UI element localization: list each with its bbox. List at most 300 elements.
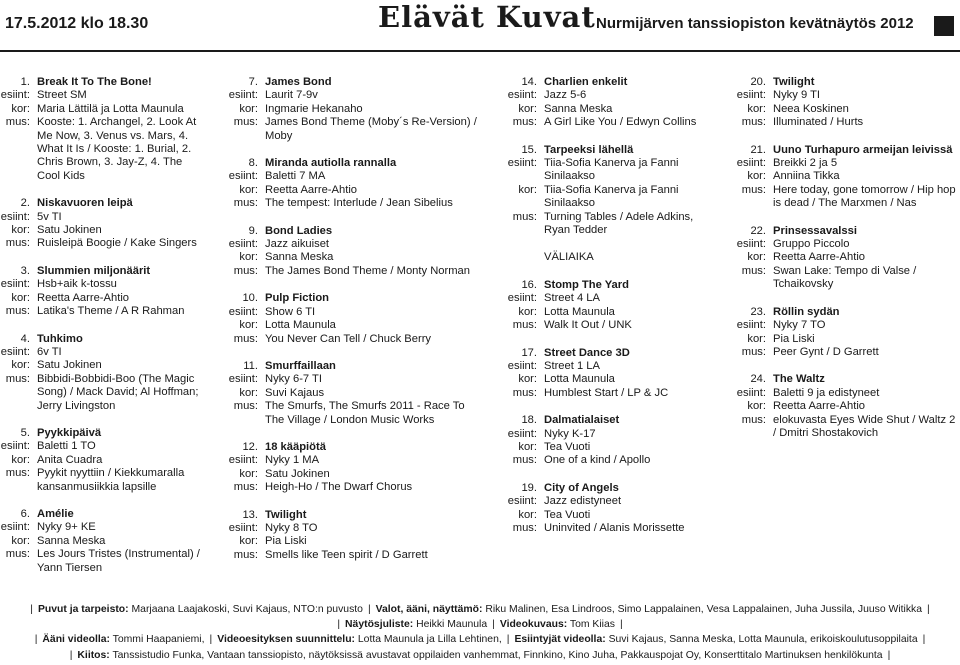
detail-value: Nyky K-17 xyxy=(544,427,596,440)
detail-value: Swan Lake: Tempo di Valse / Tchaikovsky xyxy=(773,264,917,291)
detail-label: mus: xyxy=(512,319,537,332)
detail-value: A Girl Like You / Edwyn Collins xyxy=(544,116,697,129)
credit-value: Marjaana Laajakoski, Suvi Kajaus, NTO:n puvusto xyxy=(131,604,363,615)
detail-value: Lotta Maunula xyxy=(265,319,336,332)
detail-label: esiint: xyxy=(507,292,537,305)
credit-label: Ääni videolla: xyxy=(42,634,110,646)
detail-label: mus: xyxy=(5,548,30,561)
entry-heading xyxy=(221,360,483,373)
entry-title: Slummien miljonäärit xyxy=(37,264,151,277)
detail-label: mus: xyxy=(233,264,258,277)
program-entry xyxy=(497,279,715,333)
entry-detail-row xyxy=(727,184,960,211)
detail-value: Pia Liski xyxy=(773,332,815,345)
entry-detail-row xyxy=(221,306,483,319)
detail-value: Lotta Maunula xyxy=(544,373,615,386)
entry-number: 17. xyxy=(521,346,537,359)
entry-title: Twilight xyxy=(773,76,815,88)
intermission-note xyxy=(497,251,715,264)
entry-number: 18. xyxy=(521,414,537,427)
program-entry xyxy=(221,225,483,279)
detail-value: Hsb+aik k-tossu xyxy=(37,278,117,291)
entry-number: 1. xyxy=(20,76,30,88)
entry-detail-row xyxy=(0,359,205,372)
detail-label: kor: xyxy=(239,183,258,196)
detail-label: mus: xyxy=(233,400,258,413)
detail-label: mus: xyxy=(512,116,537,129)
entry-title: Bond Ladies xyxy=(265,224,333,237)
detail-label: mus: xyxy=(5,237,30,250)
entry-title: Twilight xyxy=(265,508,307,521)
detail-value: elokuvasta Eyes Wide Shut / Waltz 2 / Dmitri Shostakovich xyxy=(773,413,956,439)
intermission-spacer xyxy=(497,251,544,264)
detail-value: Uninvited / Alanis Morissette xyxy=(544,521,685,534)
entry-detail-row xyxy=(727,265,960,292)
corner-square-icon xyxy=(934,16,954,36)
entry-number: 8. xyxy=(248,157,258,170)
entry-detail-row xyxy=(727,414,960,441)
detail-label: kor: xyxy=(11,102,30,115)
entry-detail-row xyxy=(497,89,715,102)
credit-value: Riku Malinen, Esa Lindroos, Simo Lappalainen, Vesa Lappalainen, Juha Jussila, Juuso Witikka xyxy=(485,604,923,615)
detail-label: mus: xyxy=(5,467,30,480)
entry-title: Dalmatialaiset xyxy=(544,414,620,427)
entry-title: Röllin sydän xyxy=(773,305,840,318)
detail-label: mus: xyxy=(741,264,766,277)
entry-title: Amélie xyxy=(37,507,74,520)
detail-label: esiint: xyxy=(228,170,258,183)
detail-value: Illuminated / Hurts xyxy=(773,116,864,129)
credits-separator: | xyxy=(922,634,926,646)
entry-detail-row xyxy=(221,373,483,386)
entry-detail-row xyxy=(0,305,205,318)
detail-label: esiint: xyxy=(736,157,766,170)
entry-heading xyxy=(221,76,483,89)
detail-value: 5v TI xyxy=(37,210,62,223)
entry-title: Miranda autiolla rannalla xyxy=(265,157,397,170)
program-entry xyxy=(727,76,960,130)
detail-label: esiint: xyxy=(507,89,537,102)
entry-detail-row xyxy=(221,522,483,535)
entry-title: Charlien enkelit xyxy=(544,76,628,88)
entry-title: Pulp Fiction xyxy=(265,292,330,305)
program-entry xyxy=(497,76,715,130)
entry-detail-row xyxy=(221,535,483,548)
credit-value: Heikki Maunula xyxy=(416,619,488,631)
detail-value: Reetta Aarre-Ahtio xyxy=(773,251,866,264)
entry-heading xyxy=(221,225,483,238)
detail-value: Here today, gone tomorrow / Hip hop is dead / The Marxmen / Nas xyxy=(773,183,956,210)
entry-number: 9. xyxy=(248,224,258,237)
detail-label: mus: xyxy=(233,116,258,129)
detail-label: esiint: xyxy=(228,305,258,318)
credit-value: Tom Kiias xyxy=(569,619,615,631)
entry-detail-row xyxy=(497,319,715,332)
program-entry xyxy=(221,509,483,563)
detail-value: Sanna Meska xyxy=(265,251,334,264)
detail-value: Latika's Theme / A R Rahman xyxy=(37,305,185,318)
program-entry xyxy=(221,157,483,211)
entry-detail-row xyxy=(727,157,960,170)
detail-label: kor: xyxy=(239,467,258,480)
detail-label: esiint: xyxy=(0,89,30,102)
detail-label: kor: xyxy=(518,440,537,453)
detail-value: Jazz aikuiset xyxy=(265,238,330,251)
entry-detail-row xyxy=(497,387,715,400)
entry-detail-row xyxy=(497,292,715,305)
entry-title: Street Dance 3D xyxy=(544,346,630,359)
detail-value: Satu Jokinen xyxy=(265,467,330,480)
program-entry xyxy=(727,306,960,360)
credit-label: Kiitos: xyxy=(77,649,110,661)
entry-detail-row xyxy=(497,454,715,467)
entry-detail-row xyxy=(727,319,960,332)
entry-detail-row xyxy=(497,441,715,454)
detail-value: Reetta Aarre-Ahtio xyxy=(265,183,358,196)
detail-label: esiint: xyxy=(736,319,766,332)
page-subtitle: Nurmijärven tanssiopiston kevätnäytös 2012 xyxy=(596,15,914,32)
entry-detail-row xyxy=(221,89,483,102)
entry-number: 15. xyxy=(521,143,537,156)
detail-label: esiint: xyxy=(0,345,30,358)
detail-label: mus: xyxy=(512,210,537,223)
detail-value: Ingmarie Hekanaho xyxy=(265,102,363,115)
detail-label: mus: xyxy=(5,305,30,318)
credits-row xyxy=(0,602,960,617)
credit-value: Tanssistudio Funka, Vantaan tanssiopisto, näytöksissä avustavat oppilaiden vanhemmat, Finnkino, Kino Juha, Pakkauspojat Oy, Konserttitalo Martinuksen henkilökunta xyxy=(112,649,883,661)
program-entry xyxy=(0,427,205,494)
detail-value: Tiia-Sofia Kanerva ja Fanni Sinilaakso xyxy=(544,157,679,183)
entry-detail-row xyxy=(497,495,715,508)
entry-number: 5. xyxy=(20,426,30,439)
entry-detail-row xyxy=(497,103,715,116)
detail-value: Peer Gynt / D Garrett xyxy=(773,345,879,358)
entry-detail-row xyxy=(0,89,205,102)
detail-value: Street 4 LA xyxy=(544,292,600,305)
credits-separator: | xyxy=(887,649,891,661)
detail-value: Nyky 7 TO xyxy=(773,319,826,332)
credits-separator: | xyxy=(209,634,213,646)
program-entry xyxy=(0,508,205,575)
entry-detail-row xyxy=(0,454,205,467)
credit-label: Puvut ja tarpeisto: xyxy=(37,604,129,615)
entry-title: Stomp The Yard xyxy=(544,278,629,291)
entry-number: 3. xyxy=(20,264,30,277)
detail-label: mus: xyxy=(512,386,537,399)
detail-value: Street 1 LA xyxy=(544,359,600,372)
entry-detail-row xyxy=(497,373,715,386)
credits-row xyxy=(0,632,960,647)
detail-value: Baletti 9 ja edistyneet xyxy=(773,386,880,399)
entry-number: 6. xyxy=(20,507,30,520)
credits-separator: | xyxy=(367,604,371,615)
entry-heading xyxy=(727,373,960,386)
entry-detail-row xyxy=(221,170,483,183)
entry-detail-row xyxy=(727,346,960,359)
detail-label: kor: xyxy=(239,319,258,332)
detail-label: mus: xyxy=(741,413,766,426)
entry-title: Niskavuoren leipä xyxy=(37,197,133,210)
detail-value: Anita Cuadra xyxy=(37,453,103,466)
entry-heading xyxy=(727,144,960,157)
detail-label: esiint: xyxy=(736,238,766,251)
credits-separator: | xyxy=(927,604,930,615)
credits-separator: | xyxy=(34,634,38,646)
entry-detail-row xyxy=(727,116,960,129)
detail-label: kor: xyxy=(518,183,537,196)
program-entry xyxy=(497,414,715,468)
entry-detail-row xyxy=(0,116,205,183)
detail-value: Sanna Meska xyxy=(37,534,106,547)
entry-detail-row xyxy=(0,373,205,413)
entry-detail-row xyxy=(221,103,483,116)
detail-label: mus: xyxy=(5,116,30,129)
program-entry xyxy=(0,197,205,251)
entry-detail-row xyxy=(497,360,715,373)
entry-detail-row xyxy=(0,224,205,237)
detail-label: esiint: xyxy=(228,454,258,467)
entry-number: 13. xyxy=(242,508,258,521)
entry-title: Tuhkimo xyxy=(37,332,83,345)
detail-value: Tiia-Sofia Kanerva ja Fanni Sinilaakso xyxy=(544,183,679,210)
entry-heading xyxy=(497,347,715,360)
program-entry xyxy=(727,144,960,211)
detail-value: Gruppo Piccolo xyxy=(773,238,850,251)
entry-detail-row xyxy=(221,265,483,278)
entry-detail-row xyxy=(727,387,960,400)
detail-value: Maria Lättilä ja Lotta Maunula xyxy=(37,102,184,115)
credits-separator: | xyxy=(69,649,73,661)
detail-label: kor: xyxy=(11,359,30,372)
detail-label: kor: xyxy=(747,102,766,115)
detail-value: The James Bond Theme / Monty Norman xyxy=(265,264,470,277)
detail-label: kor: xyxy=(747,400,766,413)
event-date: 17.5.2012 klo 18.30 xyxy=(5,15,149,32)
entry-title: The Waltz xyxy=(773,373,825,386)
credit-label: Esiintyjät videolla: xyxy=(514,634,606,646)
entry-detail-row xyxy=(0,440,205,453)
entry-heading xyxy=(497,482,715,495)
entry-detail-row xyxy=(221,454,483,467)
entry-detail-row xyxy=(221,319,483,332)
detail-value: Humblest Start / LP & JC xyxy=(544,386,669,399)
detail-value: Walk It Out / UNK xyxy=(544,319,632,332)
entry-detail-row xyxy=(221,468,483,481)
entry-detail-row xyxy=(497,509,715,522)
detail-value: Suvi Kajaus xyxy=(265,386,325,399)
entry-number: 4. xyxy=(20,332,30,345)
entry-detail-row xyxy=(727,238,960,251)
detail-label: kor: xyxy=(747,251,766,264)
detail-label: mus: xyxy=(741,345,766,358)
detail-label: esiint: xyxy=(0,210,30,223)
detail-label: esiint: xyxy=(0,440,30,453)
detail-value: Baletti 7 MA xyxy=(265,170,326,183)
entry-detail-row xyxy=(0,211,205,224)
entry-detail-row xyxy=(0,535,205,548)
entry-detail-row xyxy=(497,211,715,238)
program-entry xyxy=(727,373,960,440)
detail-value: Baletti 1 TO xyxy=(37,440,96,453)
entry-detail-row xyxy=(497,522,715,535)
detail-value: Les Jours Tristes (Instrumental) / Yann Tiersen xyxy=(37,548,200,574)
entry-detail-row xyxy=(727,400,960,413)
detail-label: esiint: xyxy=(0,521,30,534)
program-entry xyxy=(0,76,205,183)
detail-label: esiint: xyxy=(736,89,766,102)
entry-heading xyxy=(221,441,483,454)
entry-detail-row xyxy=(727,333,960,346)
entry-title: Prinsessavalssi xyxy=(773,224,857,237)
detail-label: kor: xyxy=(11,453,30,466)
credit-value: Tommi Haapaniemi, xyxy=(112,634,205,646)
program-entry xyxy=(0,265,205,319)
detail-value: Pia Liski xyxy=(265,535,307,548)
entry-heading xyxy=(727,76,960,89)
entry-title: Break It To The Bone! xyxy=(37,76,152,88)
credit-value: Lotta Maunula ja Lilla Lehtinen, xyxy=(357,634,502,646)
detail-value: You Never Can Tell / Chuck Berry xyxy=(265,332,432,345)
detail-label: kor: xyxy=(518,508,537,521)
entry-heading xyxy=(221,157,483,170)
detail-value: Nyky 1 MA xyxy=(265,454,320,467)
detail-value: Tea Vuoti xyxy=(544,440,591,453)
program-entry xyxy=(221,441,483,495)
entry-title: City of Angels xyxy=(544,481,619,494)
detail-value: Kooste: 1. Archangel, 2. Look At Me Now, 3. Venus vs. Mars, 4. What It Is / Kooste: 1. Burial, 2. Chris Brown, 3. Jay-Z, 4. The Cool Kids xyxy=(37,116,197,182)
detail-value: One of a kind / Apollo xyxy=(544,454,651,467)
entry-detail-row xyxy=(221,481,483,494)
detail-value: Pyykit nyyttiin / Kiekkumaralla kansanmusiikkia lapsille xyxy=(37,467,185,493)
detail-label: kor: xyxy=(239,251,258,264)
entry-heading xyxy=(221,509,483,522)
detail-label: esiint: xyxy=(507,427,537,440)
entry-detail-row xyxy=(497,306,715,319)
detail-label: mus: xyxy=(233,332,258,345)
detail-value: Nyky 9 TI xyxy=(773,89,821,102)
detail-label: esiint: xyxy=(736,386,766,399)
entry-number: 14. xyxy=(521,76,537,88)
detail-label: mus: xyxy=(5,372,30,385)
credits-row xyxy=(0,617,960,632)
program-column-1 xyxy=(0,76,205,589)
detail-label: esiint: xyxy=(228,238,258,251)
program-entry xyxy=(497,482,715,536)
entry-number: 21. xyxy=(750,143,766,156)
entry-title: Uuno Turhapuro armeijan leivissä xyxy=(773,143,953,156)
entry-heading xyxy=(0,76,205,89)
entry-detail-row xyxy=(727,170,960,183)
detail-label: mus: xyxy=(741,183,766,196)
entry-number: 10. xyxy=(242,292,258,305)
entry-number: 23. xyxy=(750,305,766,318)
detail-value: Satu Jokinen xyxy=(37,224,102,237)
detail-value: Turning Tables / Adele Adkins, Ryan Tedder xyxy=(544,210,694,237)
detail-value: Reetta Aarre-Ahtio xyxy=(37,291,130,304)
entry-detail-row xyxy=(0,278,205,291)
entry-detail-row xyxy=(0,292,205,305)
detail-label: kor: xyxy=(518,305,537,318)
entry-heading xyxy=(497,279,715,292)
entry-detail-row xyxy=(221,184,483,197)
program-column-3 xyxy=(497,76,715,549)
detail-label: esiint: xyxy=(228,89,258,102)
program-entry xyxy=(727,225,960,292)
entry-detail-row xyxy=(0,548,205,575)
entry-heading xyxy=(221,292,483,305)
entry-detail-row xyxy=(221,238,483,251)
entry-heading xyxy=(0,508,205,521)
entry-detail-row xyxy=(0,237,205,250)
entry-number: 12. xyxy=(242,440,258,453)
detail-label: kor: xyxy=(239,386,258,399)
entry-heading xyxy=(497,76,715,89)
detail-value: Heigh-Ho / The Dwarf Chorus xyxy=(265,481,413,494)
entry-title: James Bond xyxy=(265,76,332,88)
credits-separator: | xyxy=(492,619,495,631)
entry-heading xyxy=(727,306,960,319)
entry-detail-row xyxy=(727,103,960,116)
credit-label: Näytösjuliste: xyxy=(345,619,414,631)
credit-value: Suvi Kajaus, Sanna Meska, Lotta Maunula, erikoiskoulutusoppilaita xyxy=(608,634,918,646)
detail-label: kor: xyxy=(747,332,766,345)
entry-heading xyxy=(0,265,205,278)
entry-number: 7. xyxy=(248,76,258,88)
credits-row xyxy=(0,648,960,663)
entry-detail-row xyxy=(221,197,483,210)
detail-value: 6v TI xyxy=(37,345,62,358)
entry-detail-row xyxy=(727,251,960,264)
entry-title: Tarpeeksi lähellä xyxy=(544,143,634,156)
entry-detail-row xyxy=(497,116,715,129)
detail-label: kor: xyxy=(11,291,30,304)
entry-heading xyxy=(0,333,205,346)
program-entry xyxy=(221,76,483,143)
entry-number: 22. xyxy=(750,224,766,237)
detail-label: kor: xyxy=(239,535,258,548)
intermission-label: VÄLIAIKA xyxy=(544,251,594,264)
detail-value: The Smurfs, The Smurfs 2011 - Race To The Village / London Music Works xyxy=(265,400,465,426)
credits-separator: | xyxy=(619,619,623,631)
detail-label: esiint: xyxy=(507,495,537,508)
entry-detail-row xyxy=(497,184,715,211)
entry-detail-row xyxy=(221,549,483,562)
detail-value: Laurit 7-9v xyxy=(265,89,318,102)
detail-value: Show 6 TI xyxy=(265,305,316,318)
entry-number: 20. xyxy=(750,76,766,88)
credit-label: Videoesityksen suunnittelu: xyxy=(217,634,356,646)
detail-value: Sanna Meska xyxy=(544,102,613,115)
detail-value: Breikki 2 ja 5 xyxy=(773,157,838,170)
detail-value: Nyky 9+ KE xyxy=(37,521,96,534)
detail-value: Reetta Aarre-Ahtio xyxy=(773,400,866,413)
detail-label: mus: xyxy=(512,454,537,467)
entry-detail-row xyxy=(497,157,715,184)
detail-value: Satu Jokinen xyxy=(37,359,102,372)
detail-label: esiint: xyxy=(228,521,258,534)
entry-detail-row xyxy=(0,103,205,116)
credit-label: Videokuvaus: xyxy=(499,619,568,631)
detail-label: kor: xyxy=(518,102,537,115)
detail-value: Nyky 6-7 TI xyxy=(265,373,322,386)
program-entry xyxy=(221,292,483,346)
page-title: Elävät Kuvat xyxy=(378,0,596,34)
entry-detail-row xyxy=(221,251,483,264)
entry-heading xyxy=(497,144,715,157)
entry-number: 11. xyxy=(243,359,258,372)
detail-label: mus: xyxy=(233,548,258,561)
entry-detail-row xyxy=(0,346,205,359)
